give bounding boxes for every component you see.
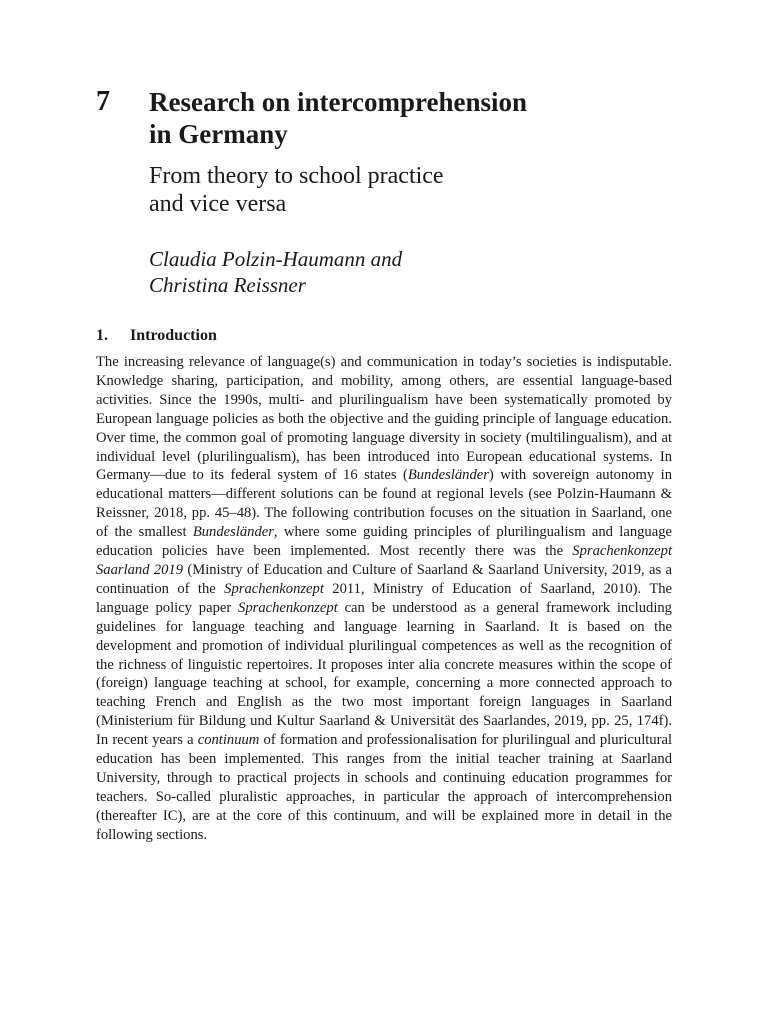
chapter-subtitle-line-1: From theory to school practice [149,163,444,189]
body-text-segment: ) with sovereign autonomy in educational matters—different solutions can be found at regional levels (see Polzin-Haumann & Reissner, 2018, pp. 45–48). The following contribution focuses on the situation in Saarland, one of the smallest [96,467,672,541]
italic-term: Bundesländer [407,467,489,484]
italic-term: Bundesländer [192,524,274,541]
italic-term: Sprachenkonzept [238,599,338,616]
body-text-segment: The increasing relevance of language(s) and communication in today’s societies is indisputable. Knowledge sharing, participation, and mobility, among others, are essential language-based activities. Since the 1990s, multi- and plurilingualism have been systematically promoted by European language policies as both the objective and the guiding principle of language education. Over time, the common goal of promoting language diversity in society (multilingualism), and at individual level (plurilingualism), has been introduced into European educational systems. In Germany—due to its federal system of 16 states ( [96,354,672,484]
chapter-title-line-1: Research on intercomprehension [149,87,527,117]
chapter-subtitle [149,162,669,218]
chapter-title [149,86,669,150]
author-line-2: Christina Reissner [149,273,306,297]
section-number: 1. [96,327,108,344]
body-text-segment: of formation and professionalisation for plurilingual and pluricultural education has been implemented. This ranges from the initial teacher training at Saarland University, through to practical projects in schools and continuing education programmes for teachers. So-called pluralistic approaches, in particular the approach of intercomprehension (thereafter IC), are at the core of this continuum, and will be explained more in detail in the following sections. [96,732,672,843]
section-heading [96,326,217,346]
italic-term: Sprachenkonzept [224,580,324,597]
chapter-authors [149,246,669,298]
body-text-segment: 2011, Ministry of Education of Saarland, 2010). The language policy paper [96,580,673,616]
body-paragraph [96,353,672,845]
chapter-number: 7 [96,86,110,117]
chapter-subtitle-line-2: and vice versa [149,191,287,217]
body-text-segment: , where some guiding principles of plurilingualism and language education policies have been implemented. Most recently there was the [96,524,672,560]
chapter-title-block [149,86,669,298]
body-text-segment: can be understood as a general framework including guidelines for language teaching and language learning in Saarland. It is based on the development and promotion of individual plurilingual competences as well as the recognition of the richness of linguistic repertoires. It proposes inter alia concrete measures within the scope of (foreign) language teaching at school, for example, concerning a more connected approach to teaching French and English as the two most important foreign languages in Saarland (Ministerium für Bildung und Kultur Saarland & Universität des Saarlandes, 2019, pp. 25, 174f). In recent years a [96,599,672,749]
italic-term: Sprachenkonzept Saarland 2019 [96,543,672,578]
section-title: Introduction [130,327,217,344]
chapter-title-line-2: in Germany [149,119,288,149]
italic-term: continuum [197,732,260,749]
body-text-segment: (Ministry of Education and Culture of Saarland & Saarland University, 2019, as a continuation of the [96,561,672,597]
author-line-1: Claudia Polzin-Haumann and [149,247,403,271]
